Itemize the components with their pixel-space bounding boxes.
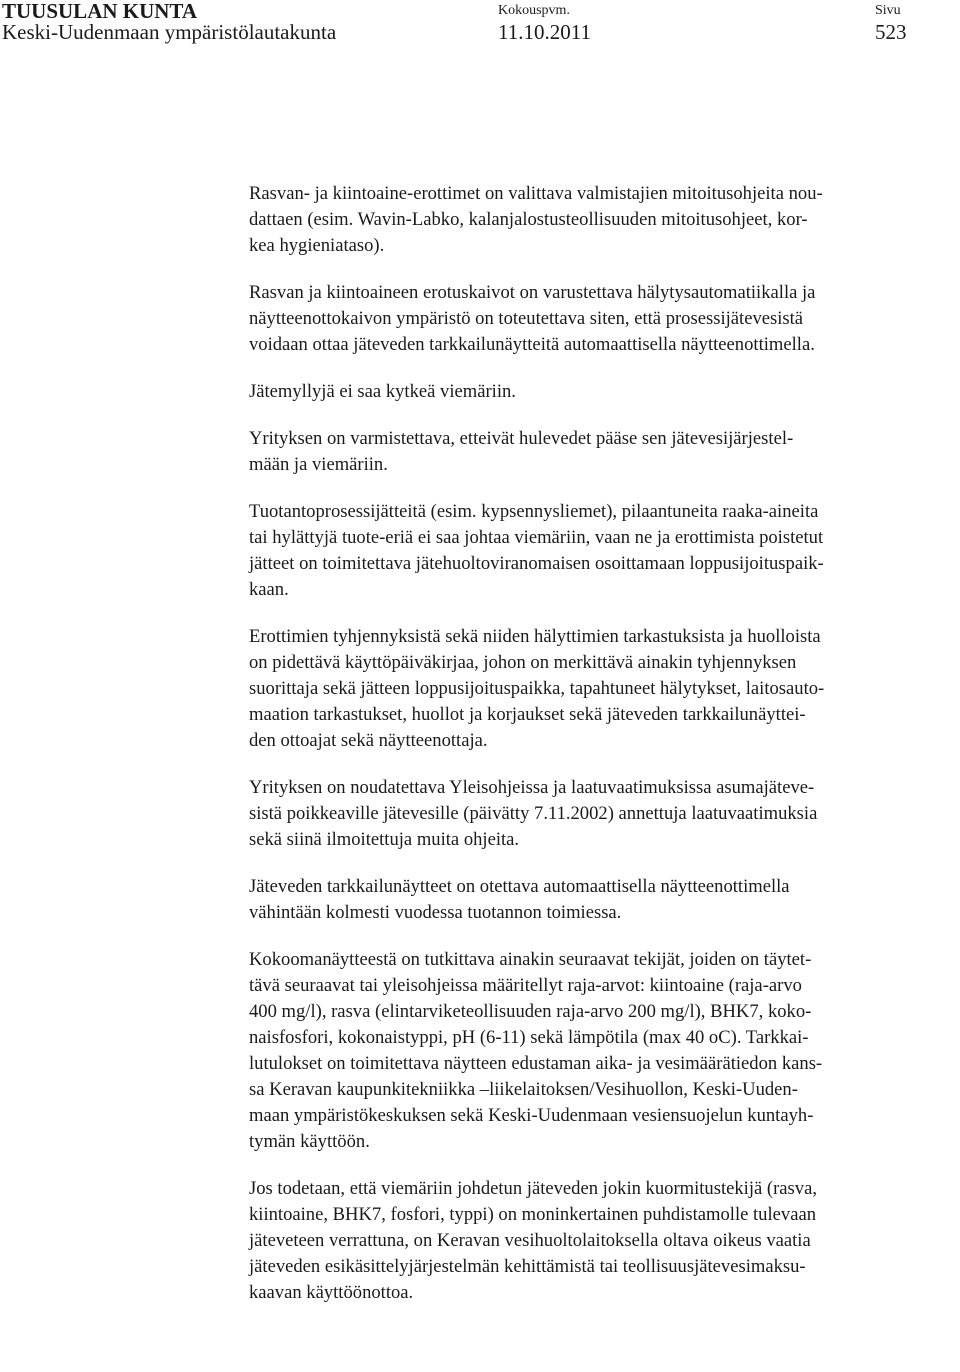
organization-name: TUUSULAN KUNTA <box>2 0 198 23</box>
text-line: 400 mg/l), rasva (elintarviketeollisuuden raja-arvo 200 mg/l), BHK7, koko- <box>249 1001 812 1022</box>
paragraph-logbook <box>249 624 955 754</box>
text-line: tävä seuraavat tai yleisohjeissa määritellyt raja-arvot: kiintoaine (raja-arvo <box>249 975 802 996</box>
text-line: voidaan ottaa jäteveden tarkkailunäytteitä automaattisella näytteenottimella. <box>249 334 815 355</box>
text-line: Rasvan ja kiintoaineen erotuskaivot on varustettava hälytysautomatiikalla ja <box>249 282 816 303</box>
paragraph-process-waste <box>249 499 955 603</box>
paragraph-composite-sample <box>249 947 955 1155</box>
text-line: kiintoaine, BHK7, fosfori, typpi) on moninkertainen puhdistamolle tulevaan <box>249 1204 817 1225</box>
text-line: mään ja viemäriin. <box>249 454 388 475</box>
text-line: tai hylättyjä tuote-eriä ei saa johtaa viemäriin, vaan ne ja erottimista poistetut <box>249 527 824 548</box>
board-name: Keski-Uudenmaan ympäristölautakunta <box>2 20 337 44</box>
text-line: lutulokset on toimitettava näytteen edustaman aika- ja vesimäärätiedon kans- <box>249 1053 823 1074</box>
page-number: 523 <box>875 20 907 44</box>
meeting-date-label: Kokouspvm. <box>498 3 570 18</box>
text-line: kea hygieniataso). <box>249 235 385 256</box>
text-line: sekä siinä ilmoitettuja muita ohjeita. <box>249 829 520 850</box>
text-line: Jos todetaan, että viemäriin johdetun jäteveden jokin kuormitustekijä (rasva, <box>249 1178 817 1199</box>
text-line: Jätemyllyjä ei saa kytkeä viemäriin. <box>249 381 516 402</box>
text-line: Jäteveden tarkkailunäytteet on otettava automaattisella näytteenottimella <box>249 876 790 897</box>
text-line: Tuotantoprosessijätteitä (esim. kypsennysliemet), pilaantuneita raaka-aineita <box>249 501 819 522</box>
text-line: tymän käyttöön. <box>249 1131 370 1152</box>
text-line: Kokoomanäytteestä on tutkittava ainakin seuraavat tekijät, joiden on täytet- <box>249 949 812 970</box>
text-line: Yrityksen on noudatettava Yleisohjeissa ja laatuvaatimuksissa asumajäteve- <box>249 777 815 798</box>
text-line: näytteenottokaivon ympäristö on toteutettava siten, että prosessijätevesistä <box>249 308 804 329</box>
paragraph-sampling-frequency <box>249 874 955 926</box>
paragraph-waste-grinders <box>249 379 955 405</box>
text-line: jätteet on toimitettava jätehuoltoviranomaisen osoittamaan loppusijoituspaik- <box>249 553 824 574</box>
paragraph-stormwater <box>249 426 955 478</box>
text-line: den ottoajat sekä näytteenottaja. <box>249 730 488 751</box>
text-line: jäteveteen verrattuna, on Keravan vesihuoltolaitoksella oltava oikeus vaatia <box>249 1230 811 1251</box>
text-line: Erottimien tyhjennyksistä sekä niiden hälyttimien tarkastuksista ja huolloista <box>249 626 821 647</box>
text-line: naisfosfori, kokonaistyppi, pH (6-11) sekä lämpötila (max 40 oC). Tarkkai- <box>249 1027 809 1048</box>
text-line: jäteveden esikäsittelyjärjestelmän kehittämistä tai teollisuusjätevesimaksu- <box>249 1256 806 1277</box>
text-line: on pidettävä käyttöpäiväkirjaa, johon on merkittävä ainakin tyhjennyksen <box>249 652 797 673</box>
text-line: maation tarkastukset, huollot ja korjaukset sekä jäteveden tarkkailunäyttei- <box>249 704 806 725</box>
text-line: sa Keravan kaupunkitekniikka –liikelaitoksen/Vesihuollon, Keski-Uuden- <box>249 1079 798 1100</box>
paragraph-quality-requirements <box>249 775 955 853</box>
paragraph-pretreatment-right <box>249 1176 955 1306</box>
text-line: kaavan käyttöönottoa. <box>249 1282 414 1303</box>
text-line: vähintään kolmesti vuodessa tuotannon toimiessa. <box>249 902 622 923</box>
page-label: Sivu <box>875 3 901 18</box>
text-line: kaan. <box>249 579 289 600</box>
document-body <box>249 181 955 1327</box>
text-line: dattaen (esim. Wavin-Labko, kalanjalostusteollisuuden mitoitusohjeet, kor- <box>249 209 808 230</box>
meeting-date: 11.10.2011 <box>498 20 591 44</box>
text-line: Yrityksen on varmistettava, etteivät hulevedet pääse sen jätevesijärjestel- <box>249 428 794 449</box>
paragraph-alarm-automation <box>249 280 955 358</box>
text-line: Rasvan- ja kiintoaine-erottimet on valittava valmistajien mitoitusohjeita nou- <box>249 183 823 204</box>
text-line: sistä poikkeaville jätevesille (päivätty 7.11.2002) annettuja laatuvaatimuksia <box>249 803 818 824</box>
text-line: suorittaja sekä jätteen loppusijoituspaikka, tapahtuneet hälytykset, laitosauto- <box>249 678 825 699</box>
text-line: maan ympäristökeskuksen sekä Keski-Uudenmaan vesiensuojelun kuntayh- <box>249 1105 814 1126</box>
paragraph-separator-sizing <box>249 181 955 259</box>
